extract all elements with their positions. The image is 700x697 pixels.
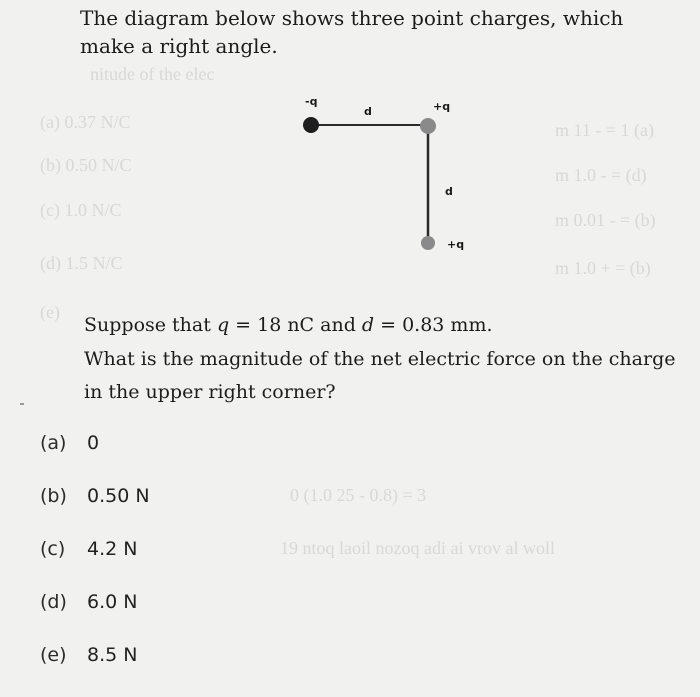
negative-charge-dot [303,117,319,133]
option-letter: (c) [40,538,66,560]
option-letter: (d) [40,591,67,613]
vertical-distance-label: d [445,185,453,198]
left-charge-label: -q [305,95,318,108]
corner-charge-dot [420,118,436,134]
bottom-charge-label: +q [447,238,465,251]
option-value: 0.50 N [87,485,150,507]
option-e[interactable] [40,644,150,697]
option-value: 8.5 N [87,644,138,666]
bottom-charge-dot [421,236,435,250]
option-d[interactable] [40,591,150,644]
problem-setup: Suppose that q = 18 nC and d = 0.83 mm. [84,314,493,336]
problem-question: What is the magnitude of the net electric force on the charge in the upper right corner? [84,348,676,403]
option-b[interactable] [40,485,150,538]
option-letter: (b) [40,485,67,507]
charge-diagram [290,90,490,265]
problem-intro: The diagram below shows three point charges, which make a right angle. [80,6,624,58]
option-value: 6.0 N [87,591,138,613]
top-distance-label: d [364,105,372,118]
option-value: 0 [87,432,100,454]
corner-charge-label: +q [433,100,451,113]
margin-mark [20,403,24,405]
option-a[interactable] [40,432,150,485]
option-c[interactable] [40,538,150,591]
option-letter: (e) [40,644,67,666]
question-block [84,309,684,409]
answer-options [40,432,150,697]
option-value: 4.2 N [87,538,138,560]
option-letter: (a) [40,432,67,454]
